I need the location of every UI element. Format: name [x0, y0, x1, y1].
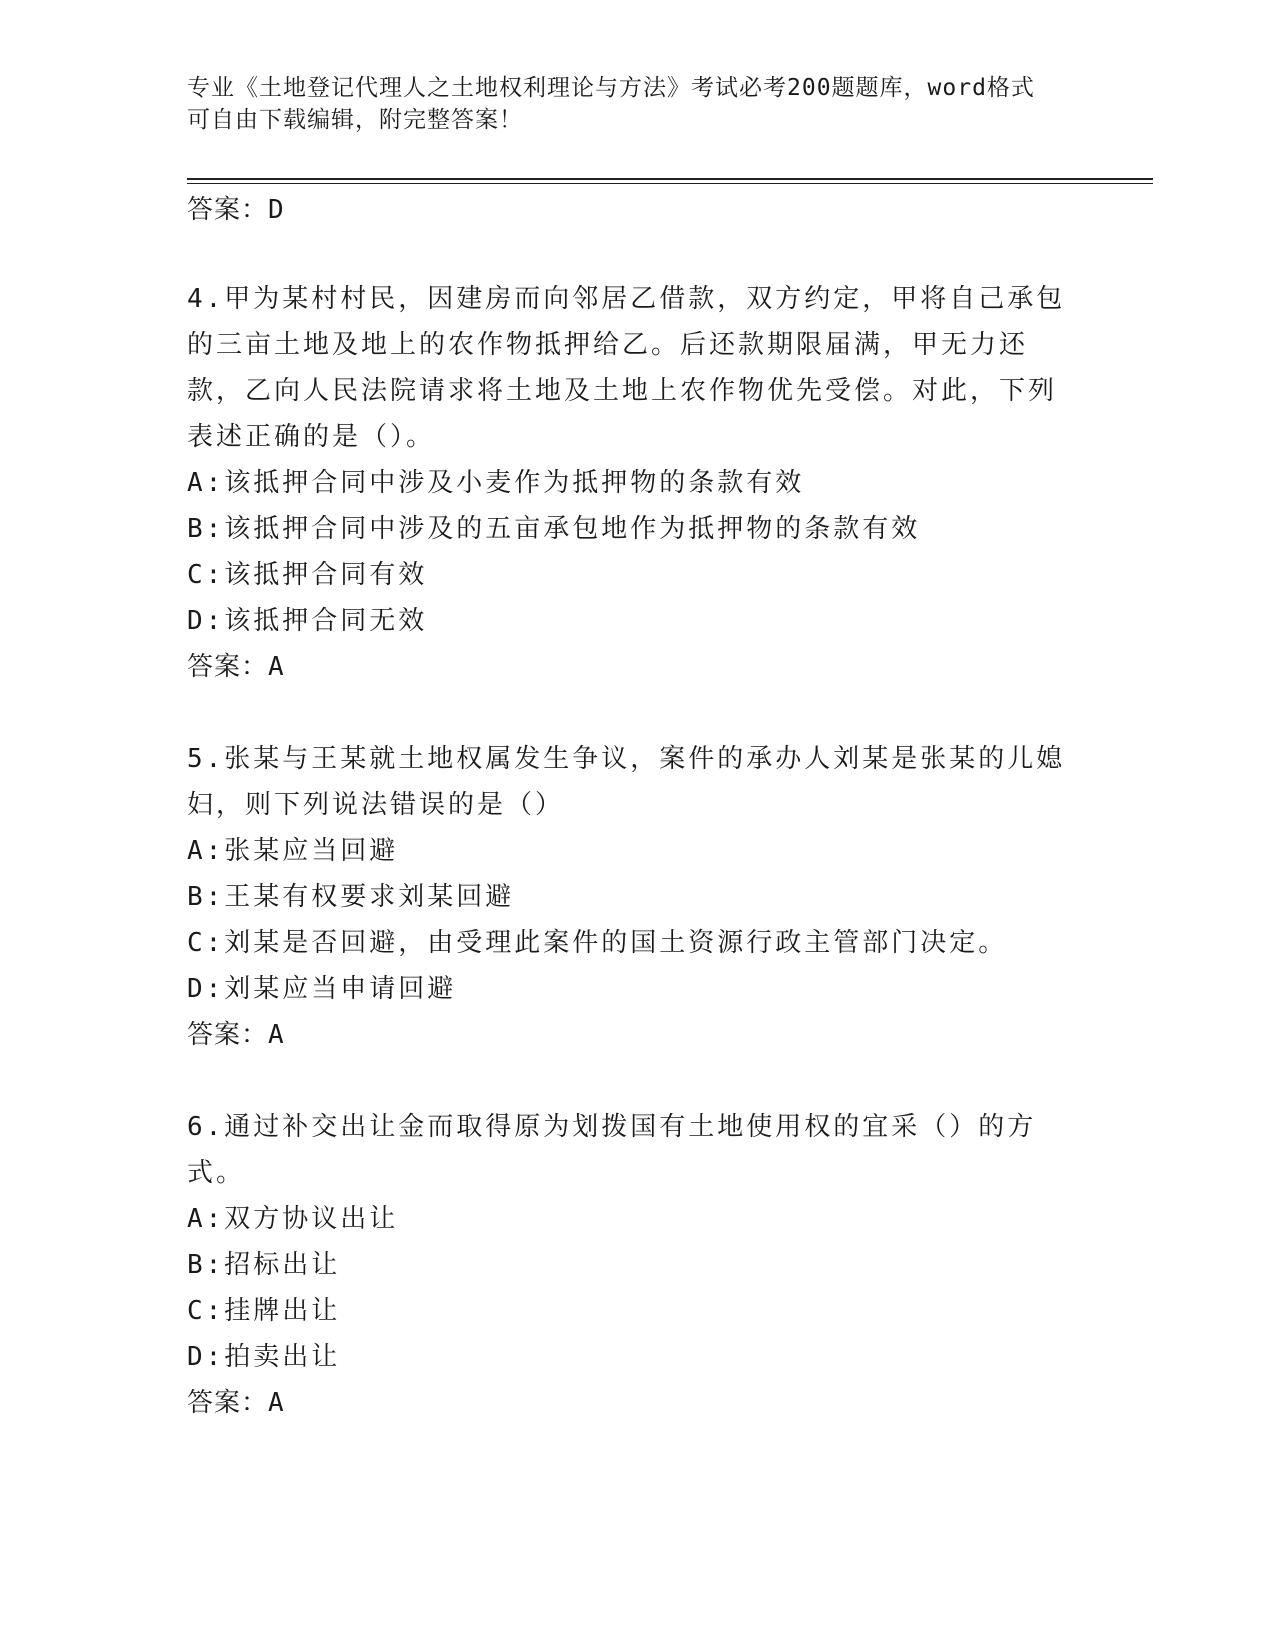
header-line-2: 可自由下载编辑，附完整答案！ [187, 107, 523, 133]
document-body [187, 190, 1067, 1426]
question-stem: 4.甲为某村村民，因建房而向邻居乙借款，双方约定，甲将自己承包的三亩土地及地上的农作物抵押给乙。后还款期限届满，甲无力还款，乙向人民法院请求将土地及土地上农作物优先受偿。对此，下列表述正确的是（）。 [187, 284, 1066, 452]
header-line-1: 专业《土地登记代理人之土地权利理论与方法》考试必考200题题库，word格式 [187, 75, 1035, 101]
option-b: B:招标出让 [187, 1250, 341, 1280]
question-5 [187, 736, 1067, 1058]
question-stem: 6.通过补交出让金而取得原为划拨国有土地使用权的宜采（）的方式。 [187, 1112, 1037, 1188]
option-a: A:双方协议出让 [187, 1204, 399, 1234]
header-divider-thick [187, 178, 1153, 180]
answer-label: 答案：A [187, 1388, 285, 1418]
header-divider-thin [187, 183, 1153, 184]
answer-label: 答案：A [187, 652, 285, 682]
document-header [187, 72, 1087, 136]
answer-label: 答案：D [187, 195, 285, 225]
option-d: D:该抵押合同无效 [187, 606, 428, 636]
answer-label: 答案：A [187, 1020, 285, 1050]
option-d: D:拍卖出让 [187, 1342, 341, 1372]
question-6 [187, 1104, 1067, 1426]
option-c: C:该抵押合同有效 [187, 560, 428, 590]
question-4 [187, 276, 1067, 690]
question-stem: 5.张某与王某就土地权属发生争议，案件的承办人刘某是张某的儿媳妇，则下列说法错误的是（） [187, 744, 1066, 820]
option-b: B:王某有权要求刘某回避 [187, 882, 515, 912]
option-c: C:刘某是否回避，由受理此案件的国土资源行政主管部门决定。 [187, 928, 1008, 958]
option-a: A:该抵押合同中涉及小麦作为抵押物的条款有效 [187, 468, 805, 498]
option-b: B:该抵押合同中涉及的五亩承包地作为抵押物的条款有效 [187, 514, 921, 544]
option-d: D:刘某应当申请回避 [187, 974, 457, 1004]
option-a: A:张某应当回避 [187, 836, 399, 866]
option-c: C:挂牌出让 [187, 1296, 341, 1326]
